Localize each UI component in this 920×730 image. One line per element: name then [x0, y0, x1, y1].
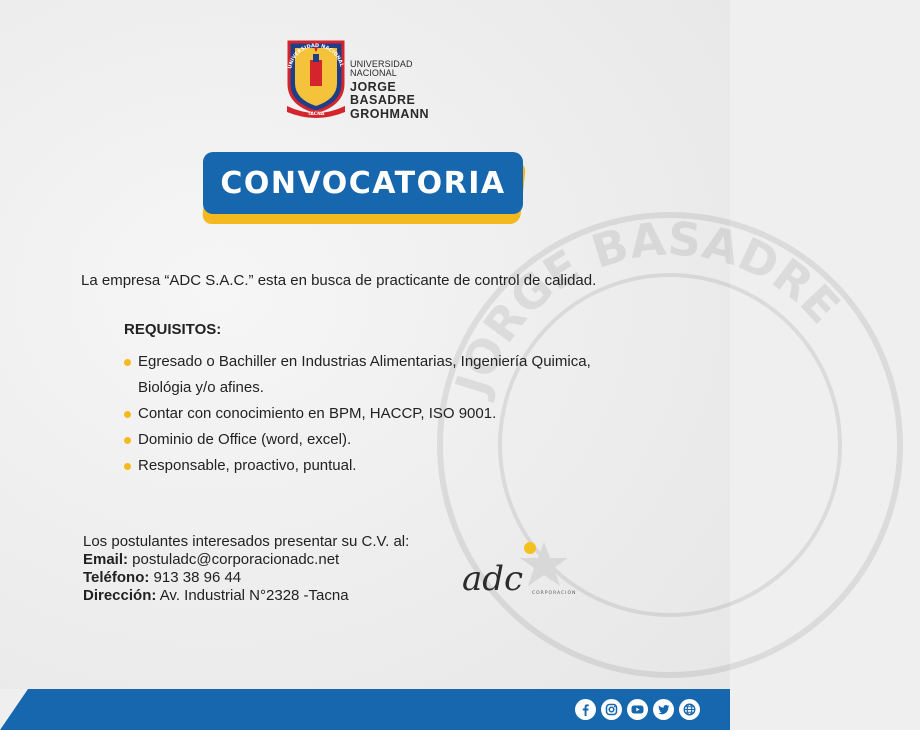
bullet-icon — [124, 437, 131, 444]
svg-text:CORPORACIÓN: CORPORACIÓN — [532, 591, 577, 596]
contact-address — [83, 587, 409, 605]
university-name — [350, 60, 453, 121]
youtube-icon[interactable] — [627, 699, 648, 720]
requirement-item — [124, 427, 664, 453]
contact-phone — [83, 569, 409, 587]
footer-corner — [0, 689, 28, 730]
requirement-text-continued: Biológia y/o afines. — [138, 379, 264, 396]
university-name-line2: JORGE BASADRE — [350, 80, 416, 107]
svg-text:UNIVERSIDAD NACIONAL: UNIVERSIDAD NACIONAL — [287, 42, 345, 70]
bullet-icon — [124, 411, 131, 418]
contact-lead: Los postulantes interesados presentar su C.V. al: — [83, 533, 410, 550]
university-name-line3: GROHMANN — [350, 107, 429, 121]
social-icons — [575, 699, 700, 720]
globe-icon[interactable] — [679, 699, 700, 720]
svg-text:adc: adc — [462, 559, 524, 599]
email-value[interactable]: postuladc@corporacionadc.net — [128, 551, 340, 568]
address-value: Av. Industrial N°2328 -Tacna — [156, 587, 349, 604]
email-label: Email: — [83, 551, 129, 568]
svg-text:TACNA: TACNA — [307, 112, 325, 117]
svg-text:JORGE BASADRE: JORGE BASADRE — [444, 211, 851, 401]
requirement-item — [124, 453, 664, 479]
contact-block — [83, 533, 409, 605]
address-label: Dirección: — [83, 587, 157, 604]
university-seal-icon — [283, 36, 349, 118]
university-logo — [283, 36, 453, 121]
requirement-item — [124, 349, 664, 401]
intro-text: La empresa “ADC S.A.C.” esta en busca de practicante de control de calidad. — [81, 272, 597, 289]
bullet-icon — [124, 463, 131, 470]
banner-title: CONVOCATORIA — [220, 165, 506, 201]
requirement-text: Dominio de Office (word, excel). — [138, 431, 352, 448]
bullet-icon — [124, 359, 131, 366]
requirement-text: Responsable, proactivo, puntual. — [138, 457, 357, 474]
requirements-title: REQUISITOS: — [124, 321, 222, 338]
phone-value[interactable]: 913 38 96 44 — [149, 569, 242, 586]
requirement-item — [124, 401, 664, 427]
convocatoria-banner — [203, 152, 525, 224]
requirement-text: Egresado o Bachiller en Industrias Alimentarias, Ingeniería Quimica, — [138, 353, 591, 370]
instagram-icon[interactable] — [601, 699, 622, 720]
university-name-line1: UNIVERSIDAD NACIONAL — [350, 59, 413, 78]
requirements-list — [124, 349, 664, 479]
facebook-icon[interactable] — [575, 699, 596, 720]
adc-company-logo — [460, 538, 577, 600]
contact-email — [83, 551, 409, 569]
banner-title-box — [203, 152, 523, 214]
phone-label: Teléfono: — [83, 569, 150, 586]
twitter-icon[interactable] — [653, 699, 674, 720]
requirement-text: Contar con conocimiento en BPM, HACCP, ISO 9001. — [138, 405, 497, 422]
